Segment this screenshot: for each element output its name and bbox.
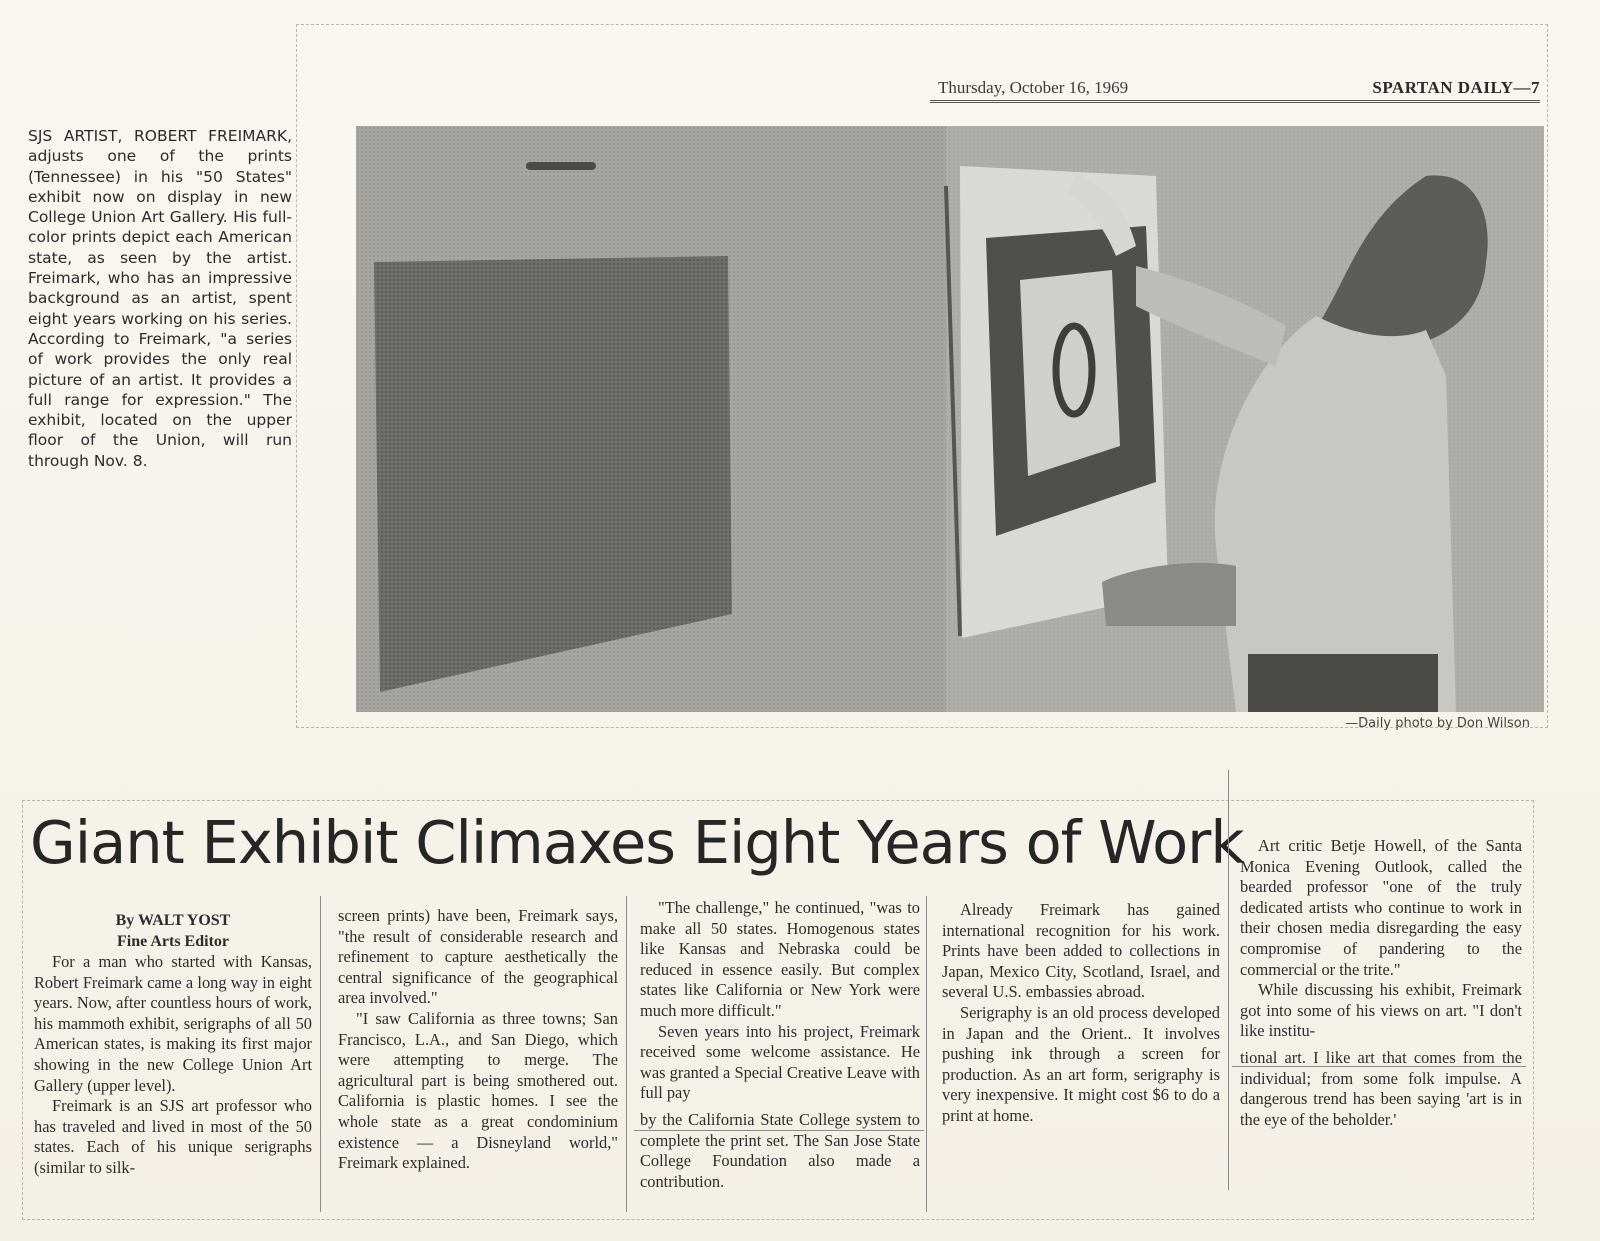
column-rule [320, 896, 321, 1212]
photo-caption: SJS ARTIST, ROBERT FREIMARK, adjusts one of the prints (Tennessee) in his "50 States" exhibit now on display in new College Union Art Gallery. His full-color prints depict each American state, as seen by the artist. Freimark, who has an impressive background as an artist, spent eight years working on his series. According to Freimark, "a series of work provides the only real picture of an artist. It provides a full range for expression." The exhibit, located on the upper floor of the Union, will run through Nov. 8. [28, 127, 292, 470]
article-paragraph: Seven years into his project, Freimark received some welcome assistance. He was granted a Special Creative Leave with full pay [640, 1021, 920, 1103]
article-column-3 [640, 898, 920, 1192]
article-paragraph: Serigraphy is an old process developed in Japan and the Orient.. It involves pushing ink through a screen for production. As an art form, serigraphy is very inexpensive. It might cost $6 to do a print at home. [942, 1002, 1220, 1125]
article-column-4 [942, 900, 1220, 1127]
photo-artist-adjusting-print [356, 126, 1544, 712]
article-headline: Giant Exhibit Climaxes Eight Years of Work [30, 808, 1244, 877]
article-paragraph: Freimark is an SJS art professor who has traveled and lived in most of the 50 states. Each of his unique serigraphs (similar to silk- [34, 1096, 312, 1177]
article-paragraph: While discussing his exhibit, Freimark got into some of his views on art. "I don't like institu- [1240, 980, 1522, 1041]
article-paragraph: tional art. I like art that comes from the individual; from some folk impulse. A dangerous trend has been saying 'art is in the eye of the beholder.' [1240, 1047, 1522, 1129]
article-paragraph: "I saw California as three towns; San Francisco, L.A., and San Diego, which were attempting to merge. The agricultural part is being smothered out. California is plastic homes. I see the whole state as a great condominium existence — a Disneyland world," Freimark explained. [338, 1008, 618, 1173]
article-paragraph: by the California State College system to complete the print set. The San Jose State College Foundation also made a contribution. [640, 1109, 920, 1191]
photo-credit: —Daily photo by Don Wilson [1345, 716, 1530, 731]
column-rule [926, 896, 927, 1212]
article-paragraph: For a man who started with Kansas, Robert Freimark came a long way in eight years. Now, after countless hours of work, his mammoth exhibit, serigraphs of all 50 American states, is making its first major showing in the new College Union Art Gallery (upper level). [34, 952, 312, 1095]
column-rule [1228, 770, 1229, 1190]
article-paragraph: screen prints) have been, Freimark says, "the result of considerable research and refinement to capture aesthetically the central significance of the geographical area involved." [338, 906, 618, 1008]
article-paragraph: "The challenge," he continued, "was to make all 50 states. Homogenous states like Kansas and Nebraska could be reduced in essence easily. But complex states like California or New York were much more difficult." [640, 898, 920, 1020]
byline-role: Fine Arts Editor [117, 933, 229, 950]
paper-name: SPARTAN DAILY—7 [1372, 78, 1540, 97]
article-paragraph: Art critic Betje Howell, of the Santa Monica Evening Outlook, called the bearded professor "one of the truly dedicated artists who continue to work in their chosen media disregarding the easy compromise of pandering to the commercial or the trite." [1240, 836, 1522, 979]
column-rule [626, 896, 627, 1212]
masthead [930, 78, 1540, 103]
article-column-1 [34, 910, 312, 1179]
article-column-2 [338, 906, 618, 1174]
article-paragraph: Already Freimark has gained international recognition for his work. Prints have been added to collections in Japan, Mexico City, Scotland, Israel, and several U.S. embassies abroad. [942, 900, 1220, 1002]
photo-illustration [356, 126, 1544, 712]
issue-date: Thursday, October 16, 1969 [938, 78, 1129, 97]
byline-author: By WALT YOST [115, 912, 231, 929]
article-column-5 [1240, 836, 1522, 1130]
